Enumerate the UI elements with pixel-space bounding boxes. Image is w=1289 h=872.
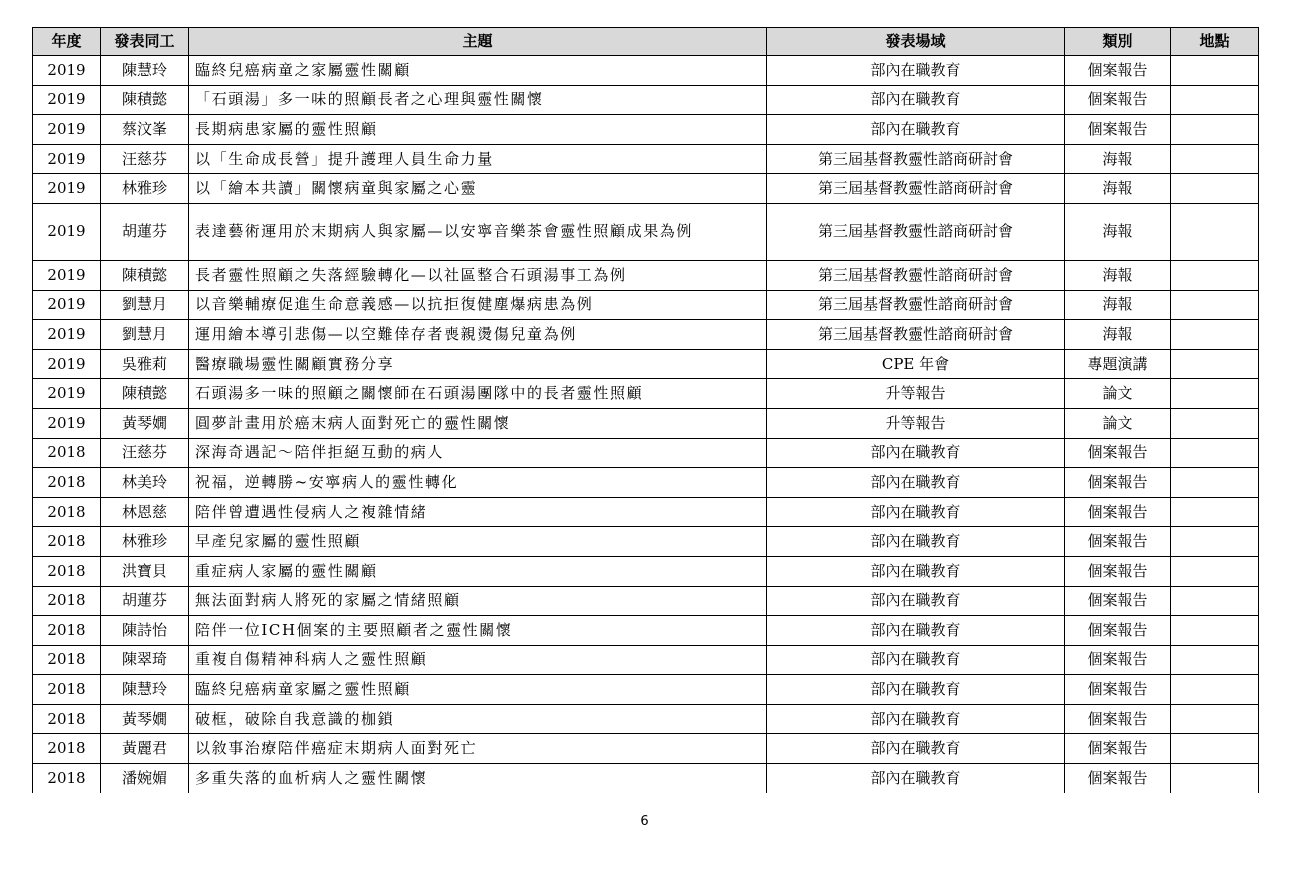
cell-venue: 部內在職教育 [767,645,1065,675]
cell-topic: 陪伴一位ICH個案的主要照顧者之靈性關懷 [189,616,767,646]
cell-category: 海報 [1065,203,1171,260]
cell-location [1171,56,1259,86]
cell-category: 個案報告 [1065,85,1171,115]
cell-year: 2018 [33,675,101,705]
cell-topic: 早產兒家屬的靈性照顧 [189,527,767,557]
cell-presenter: 蔡汶峯 [101,115,189,145]
cell-year: 2018 [33,586,101,616]
cell-category: 海報 [1065,290,1171,320]
cell-year: 2019 [33,174,101,204]
table-row [33,468,1259,498]
cell-location [1171,586,1259,616]
cell-topic: 重複自傷精神科病人之靈性照顧 [189,645,767,675]
cell-category: 個案報告 [1065,734,1171,764]
cell-location [1171,468,1259,498]
cell-presenter: 胡蓮芬 [101,203,189,260]
cell-venue: 部內在職教育 [767,586,1065,616]
cell-presenter: 汪慈芬 [101,438,189,468]
cell-location [1171,704,1259,734]
cell-category: 個案報告 [1065,645,1171,675]
table-row [33,408,1259,438]
cell-location [1171,556,1259,586]
cell-location [1171,349,1259,379]
cell-location [1171,115,1259,145]
cell-venue: CPE 年會 [767,349,1065,379]
table-row [33,616,1259,646]
cell-topic: 長者靈性照顧之失落經驗轉化—以社區整合石頭湯事工為例 [189,260,767,290]
cell-topic: 長期病患家屬的靈性照顧 [189,115,767,145]
cell-venue: 部內在職教育 [767,704,1065,734]
cell-venue: 部內在職教育 [767,85,1065,115]
table-row [33,734,1259,764]
cell-category: 論文 [1065,408,1171,438]
cell-topic: 無法面對病人將死的家屬之情緒照顧 [189,586,767,616]
cell-venue: 部內在職教育 [767,56,1065,86]
table-row [33,586,1259,616]
cell-topic: 以音樂輔療促進生命意義感—以抗拒復健塵爆病患為例 [189,290,767,320]
cell-category: 個案報告 [1065,497,1171,527]
cell-location [1171,616,1259,646]
cell-topic: 以「繪本共讀」關懷病童與家屬之心靈 [189,174,767,204]
cell-topic: 深海奇遇記～陪伴拒絕互動的病人 [189,438,767,468]
cell-topic: 多重失落的血析病人之靈性關懷 [189,764,767,793]
cell-location [1171,438,1259,468]
cell-venue: 第三屆基督教靈性諮商研討會 [767,174,1065,204]
table-row [33,203,1259,260]
cell-presenter: 黃琴嫺 [101,704,189,734]
cell-year: 2018 [33,734,101,764]
table-row [33,260,1259,290]
cell-category: 個案報告 [1065,704,1171,734]
cell-location [1171,497,1259,527]
cell-year: 2018 [33,764,101,793]
cell-category: 個案報告 [1065,527,1171,557]
cell-category: 個案報告 [1065,764,1171,793]
cell-presenter: 劉慧月 [101,320,189,350]
cell-category: 專題演講 [1065,349,1171,379]
header-year: 年度 [33,28,101,56]
header-category: 類別 [1065,28,1171,56]
cell-category: 海報 [1065,260,1171,290]
cell-presenter: 陳積懿 [101,260,189,290]
cell-presenter: 汪慈芬 [101,144,189,174]
cell-presenter: 陳翠琦 [101,645,189,675]
cell-year: 2019 [33,115,101,145]
cell-presenter: 黃麗君 [101,734,189,764]
cell-venue: 第三屆基督教靈性諮商研討會 [767,320,1065,350]
cell-category: 個案報告 [1065,468,1171,498]
table-row [33,349,1259,379]
cell-year: 2019 [33,408,101,438]
cell-presenter: 陳積懿 [101,85,189,115]
cell-location [1171,85,1259,115]
table-row [33,85,1259,115]
cell-category: 海報 [1065,320,1171,350]
cell-presenter: 林雅珍 [101,174,189,204]
cell-location [1171,764,1259,793]
cell-venue: 部內在職教育 [767,556,1065,586]
cell-topic: 「石頭湯」多一味的照顧長者之心理與靈性關懷 [189,85,767,115]
cell-year: 2018 [33,438,101,468]
header-venue: 發表場域 [767,28,1065,56]
cell-location [1171,527,1259,557]
cell-year: 2019 [33,203,101,260]
cell-venue: 部內在職教育 [767,468,1065,498]
cell-year: 2019 [33,349,101,379]
cell-category: 個案報告 [1065,616,1171,646]
cell-venue: 部內在職教育 [767,764,1065,793]
cell-topic: 臨終兒癌病童之家屬靈性關顧 [189,56,767,86]
cell-presenter: 劉慧月 [101,290,189,320]
cell-year: 2018 [33,468,101,498]
cell-presenter: 陳詩怡 [101,616,189,646]
cell-venue: 第三屆基督教靈性諮商研討會 [767,260,1065,290]
cell-location [1171,144,1259,174]
cell-year: 2018 [33,645,101,675]
cell-year: 2019 [33,379,101,409]
cell-venue: 升等報告 [767,408,1065,438]
cell-venue: 部內在職教育 [767,527,1065,557]
cell-topic: 圓夢計畫用於癌末病人面對死亡的靈性關懷 [189,408,767,438]
cell-location [1171,290,1259,320]
cell-category: 海報 [1065,144,1171,174]
cell-presenter: 黃琴嫺 [101,408,189,438]
cell-venue: 部內在職教育 [767,438,1065,468]
header-location: 地點 [1171,28,1259,56]
cell-venue: 部內在職教育 [767,616,1065,646]
cell-venue: 部內在職教育 [767,497,1065,527]
cell-topic: 以敘事治療陪伴癌症末期病人面對死亡 [189,734,767,764]
cell-location [1171,174,1259,204]
table-row [33,144,1259,174]
cell-topic: 石頭湯多一味的照顧之關懷師在石頭湯團隊中的長者靈性照顧 [189,379,767,409]
cell-venue: 部內在職教育 [767,734,1065,764]
table-row [33,527,1259,557]
cell-location [1171,734,1259,764]
table-row [33,497,1259,527]
cell-category: 個案報告 [1065,556,1171,586]
cell-venue: 第三屆基督教靈性諮商研討會 [767,144,1065,174]
table-row [33,645,1259,675]
page-number: 6 [640,814,649,829]
cell-presenter: 林恩慈 [101,497,189,527]
table-row [33,556,1259,586]
table-row [33,320,1259,350]
cell-year: 2019 [33,320,101,350]
cell-topic: 重症病人家屬的靈性關顧 [189,556,767,586]
table-row [33,438,1259,468]
table-header-row [33,28,1259,56]
table-row [33,174,1259,204]
cell-location [1171,260,1259,290]
cell-year: 2019 [33,85,101,115]
cell-year: 2019 [33,260,101,290]
cell-category: 海報 [1065,174,1171,204]
presentation-table [32,27,1259,793]
cell-topic: 臨終兒癌病童家屬之靈性照顧 [189,675,767,705]
cell-presenter: 吳雅莉 [101,349,189,379]
cell-location [1171,320,1259,350]
cell-venue: 第三屆基督教靈性諮商研討會 [767,290,1065,320]
cell-topic: 運用繪本導引悲傷—以空難倖存者喪親燙傷兒童為例 [189,320,767,350]
header-presenter: 發表同工 [101,28,189,56]
cell-presenter: 陳積懿 [101,379,189,409]
cell-presenter: 林美玲 [101,468,189,498]
cell-presenter: 陳慧玲 [101,56,189,86]
cell-presenter: 胡蓮芬 [101,586,189,616]
cell-presenter: 洪寶貝 [101,556,189,586]
cell-year: 2018 [33,497,101,527]
header-topic: 主題 [189,28,767,56]
table-row [33,764,1259,793]
cell-topic: 陪伴曾遭遇性侵病人之複雜情緒 [189,497,767,527]
table-row [33,56,1259,86]
cell-year: 2019 [33,290,101,320]
cell-category: 個案報告 [1065,675,1171,705]
cell-venue: 部內在職教育 [767,115,1065,145]
cell-presenter: 潘婉媚 [101,764,189,793]
cell-topic: 破框，破除自我意識的枷鎖 [189,704,767,734]
cell-year: 2019 [33,144,101,174]
cell-topic: 醫療職場靈性關顧實務分享 [189,349,767,379]
cell-venue: 部內在職教育 [767,675,1065,705]
cell-year: 2018 [33,556,101,586]
table-row [33,290,1259,320]
table-row [33,379,1259,409]
table-row [33,115,1259,145]
cell-presenter: 陳慧玲 [101,675,189,705]
cell-category: 論文 [1065,379,1171,409]
cell-category: 個案報告 [1065,115,1171,145]
cell-venue: 升等報告 [767,379,1065,409]
cell-location [1171,645,1259,675]
cell-topic: 以「生命成長營」提升護理人員生命力量 [189,144,767,174]
table-row [33,704,1259,734]
cell-location [1171,408,1259,438]
cell-topic: 表達藝術運用於末期病人與家屬—以安寧音樂茶會靈性照顧成果為例 [189,203,767,260]
cell-topic: 祝福，逆轉勝~安寧病人的靈性轉化 [189,468,767,498]
cell-venue: 第三屆基督教靈性諮商研討會 [767,203,1065,260]
cell-location [1171,379,1259,409]
cell-year: 2018 [33,616,101,646]
cell-year: 2019 [33,56,101,86]
cell-category: 個案報告 [1065,438,1171,468]
cell-year: 2018 [33,527,101,557]
cell-category: 個案報告 [1065,586,1171,616]
cell-location [1171,675,1259,705]
cell-location [1171,203,1259,260]
cell-year: 2018 [33,704,101,734]
table-row [33,675,1259,705]
table-body [33,56,1259,793]
cell-presenter: 林雅珍 [101,527,189,557]
cell-category: 個案報告 [1065,56,1171,86]
